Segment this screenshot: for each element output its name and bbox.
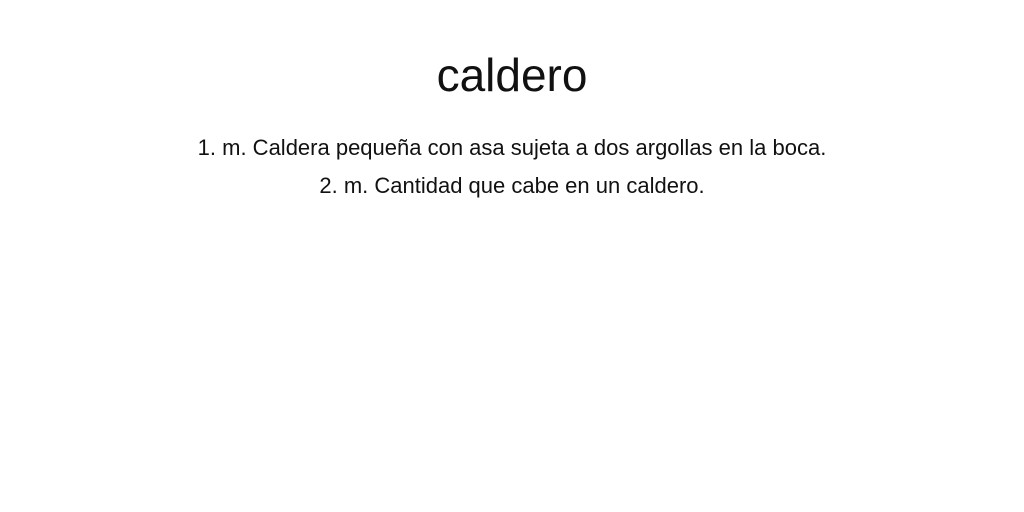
definition-item: 2. m. Cantidad que cabe en un caldero. — [319, 173, 705, 198]
definition-item: 1. m. Caldera pequeña con asa sujeta a dos argollas en la boca. — [197, 135, 827, 160]
headword: caldero — [436, 49, 588, 101]
definition-list — [0, 129, 1024, 205]
